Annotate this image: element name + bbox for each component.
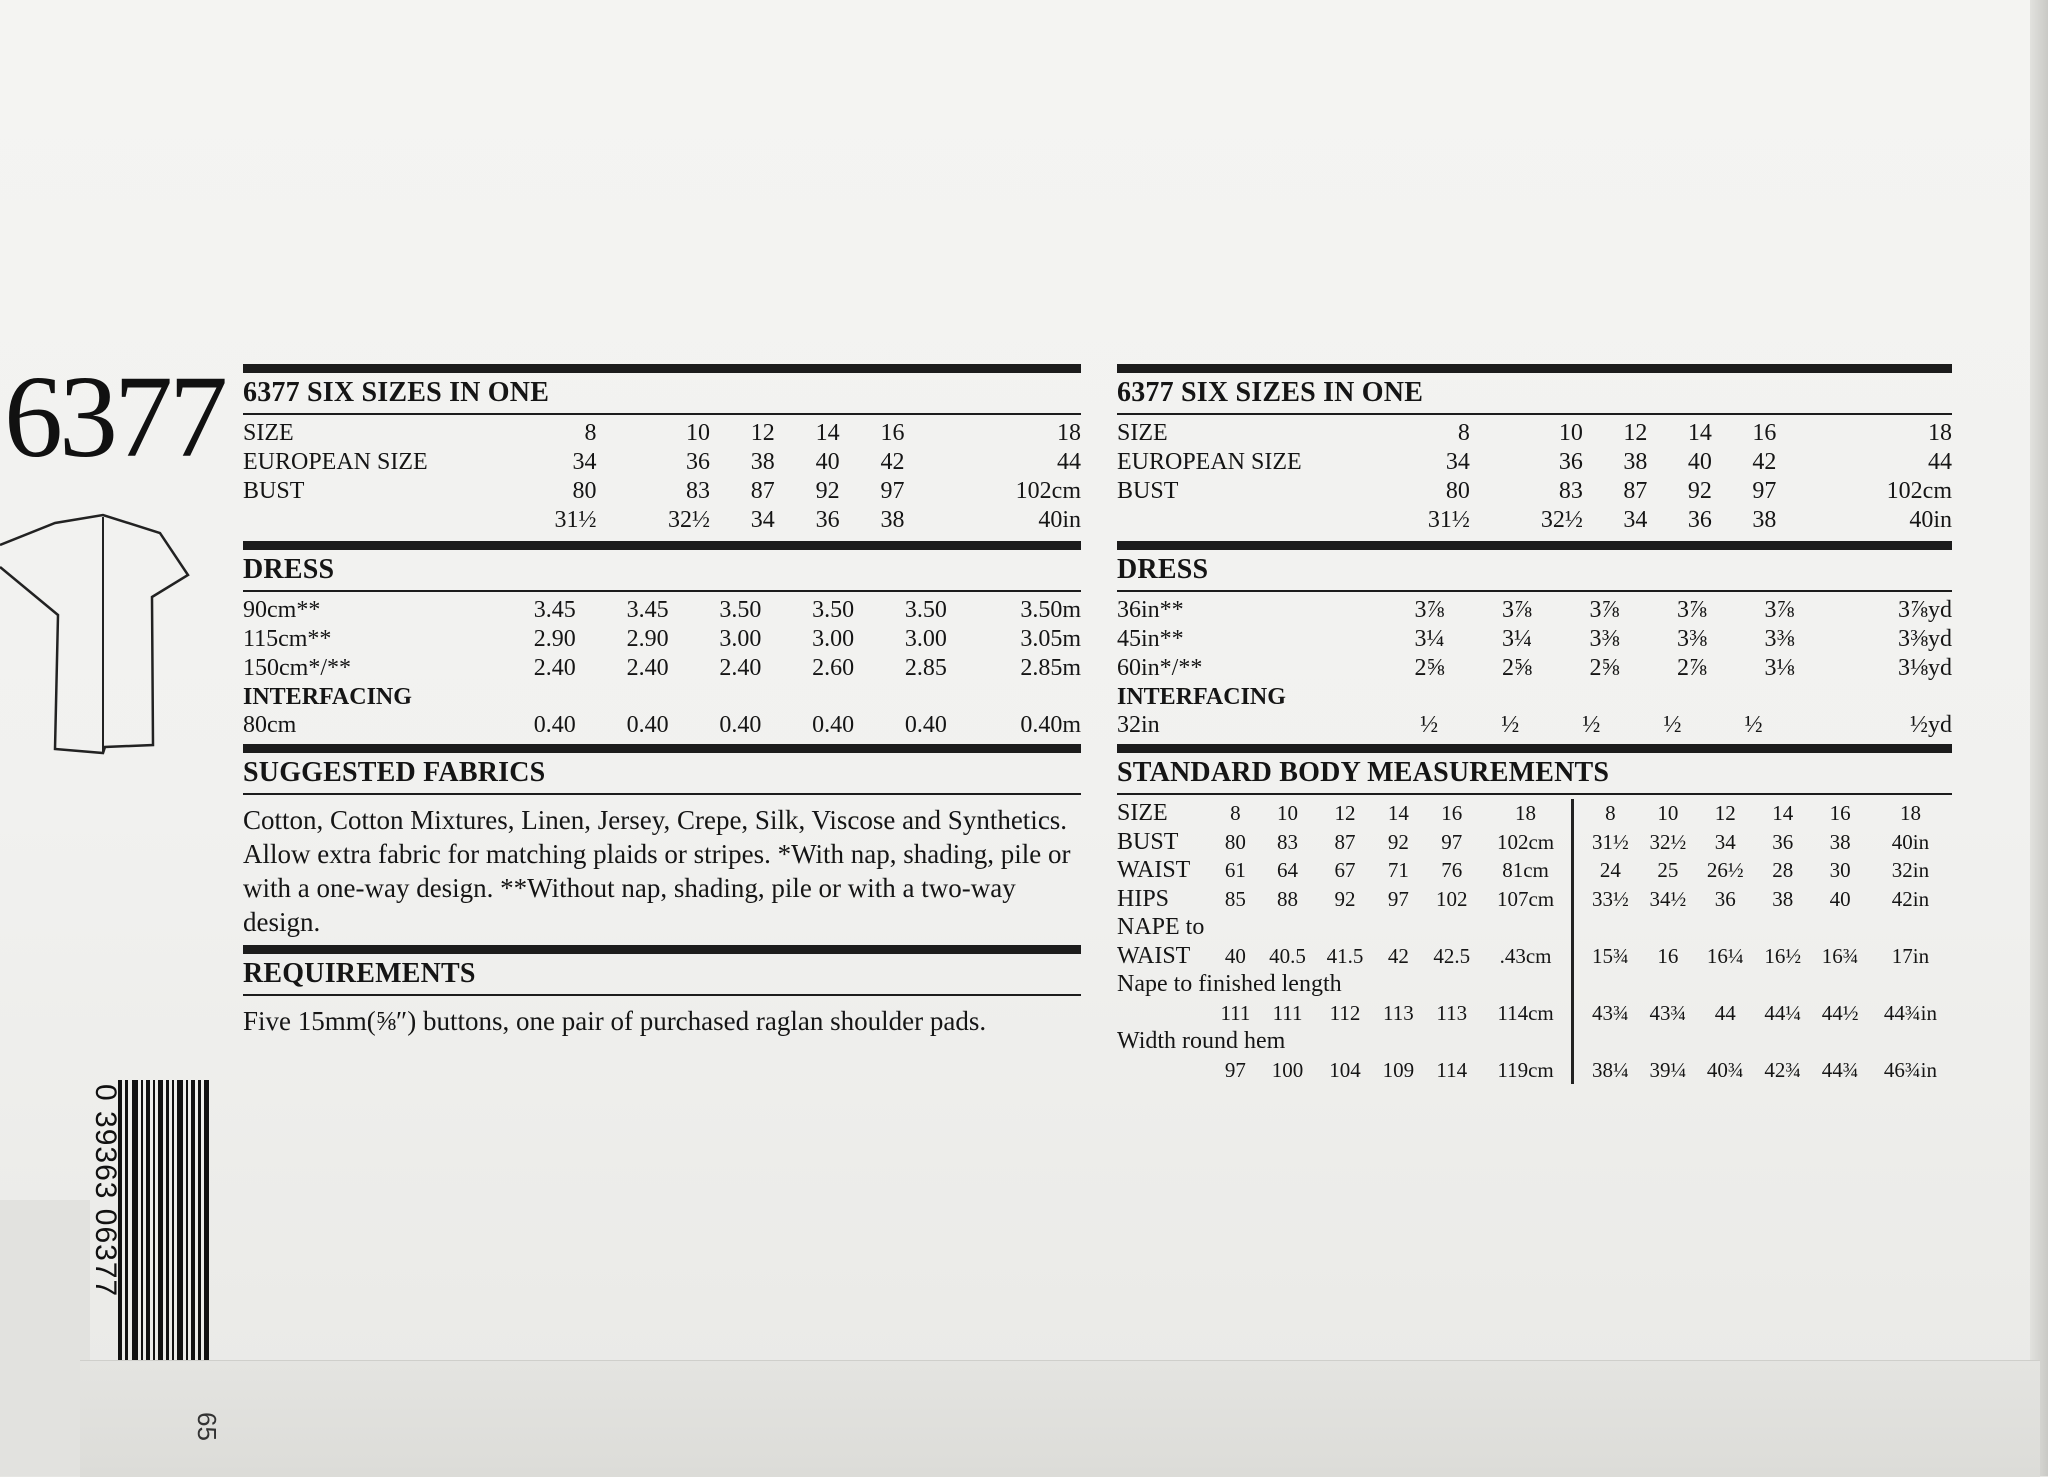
row-label: BUST [243, 478, 305, 504]
cm-cell: 40 [1224, 943, 1246, 968]
row-label: SIZE [1117, 420, 1168, 446]
table-cell: 0.40 [626, 712, 669, 738]
table-row [1117, 419, 1952, 448]
cm-cell: 111 [1272, 1000, 1303, 1025]
cm-cell: 104 [1329, 1057, 1361, 1082]
table-row [243, 448, 1081, 477]
column-divider [1572, 999, 1582, 1028]
cm-cell: 107cm [1496, 886, 1555, 911]
row-label: 60in*/** [1117, 655, 1203, 681]
table-row [243, 596, 1081, 625]
table-cell: 18 [1057, 420, 1081, 446]
inch-cell: 38 [1772, 886, 1794, 911]
table-cell: 36 [1558, 449, 1583, 475]
inch-cell: 32in [1891, 858, 1930, 882]
table-cell: 34 [1623, 507, 1648, 533]
imperial-panel [1117, 364, 1952, 1084]
cm-cell: 100 [1271, 1057, 1304, 1082]
inch-cell: 26½ [1706, 858, 1744, 882]
table-cell: 0.40 [812, 712, 855, 738]
cm-cell: 114cm [1497, 1000, 1554, 1025]
requirements-text: Five 15mm(⅝″) buttons, one pair of purchased raglan shoulder pads. [243, 1006, 987, 1036]
rule [243, 744, 1081, 753]
table-row [243, 477, 1081, 506]
inch-cell: 34½ [1649, 886, 1687, 911]
inch-cell: 44½ [1821, 1000, 1859, 1025]
table-cell: 2⅝ [1414, 655, 1445, 681]
envelope-flap-bottom [80, 1360, 2040, 1477]
table-cell: 38 [1752, 507, 1777, 533]
cm-cell: 111 [1220, 1000, 1251, 1025]
table-cell: 40in [1038, 507, 1081, 533]
row-label [1117, 1056, 1212, 1085]
measurement-subhead [1117, 970, 1952, 999]
inch-cell: 40¾ [1706, 1057, 1744, 1082]
cm-cell: 97 [1387, 886, 1409, 911]
table-cell: 80 [1445, 478, 1470, 504]
table-cell: 3⅞yd [1898, 597, 1952, 623]
measurement-row [1117, 942, 1952, 971]
table-cell: 3.45 [626, 597, 669, 623]
row-label: BUST [1117, 828, 1179, 855]
inch-cell: 39¼ [1649, 1057, 1687, 1082]
inch-cell: 36 [1714, 886, 1736, 911]
inch-cell: 40in [1891, 829, 1930, 854]
table-cell: 18 [1928, 420, 1952, 446]
envelope-edge [2030, 0, 2048, 1476]
table-cell: 3⅞ [1414, 597, 1445, 623]
table-cell: 2.40 [626, 655, 669, 681]
inch-cell: 38¼ [1591, 1057, 1629, 1082]
table-cell: 97 [880, 478, 905, 504]
measurement-subhead [1117, 1027, 1952, 1056]
cm-cell: 87 [1334, 829, 1356, 854]
cm-cell: 16 [1441, 801, 1463, 825]
table-cell: 32½ [667, 507, 710, 533]
inch-cell: 44 [1714, 1000, 1736, 1025]
row-label: 45in** [1117, 626, 1184, 652]
spacer [1582, 970, 1952, 999]
cm-cell: 119cm [1497, 1057, 1554, 1082]
cm-cell: 97 [1441, 829, 1463, 854]
body-measurements-table [1117, 799, 1952, 1084]
cm-cell: 42 [1387, 943, 1409, 968]
table-cell: 44 [1928, 449, 1952, 475]
table-cell: 40 [1687, 449, 1712, 475]
interfacing-table [1117, 711, 1952, 740]
table-row [243, 625, 1081, 654]
fabrics-title: SUGGESTED FABRICS [243, 757, 546, 788]
rule [243, 364, 1081, 373]
row-label: BUST [1117, 478, 1179, 504]
table-cell: 3¼ [1502, 626, 1532, 652]
table-cell: 8 [1457, 420, 1470, 446]
table-cell: 44 [1057, 449, 1081, 475]
rule [243, 541, 1081, 550]
table-cell: 16 [880, 420, 905, 446]
table-cell: 2.60 [812, 655, 855, 681]
table-cell: 36 [685, 449, 710, 475]
inch-cell: 16 [1829, 801, 1851, 825]
inch-cell: 10 [1657, 801, 1679, 825]
table-cell: 3⅜yd [1898, 626, 1952, 652]
panel-title: 6377 SIX SIZES IN ONE [243, 377, 550, 408]
measurement-row [1117, 1056, 1952, 1085]
cm-cell: 88 [1277, 886, 1299, 911]
inch-cell: 34 [1714, 829, 1736, 854]
measurement-row [1117, 856, 1952, 885]
table-cell: 2⅞ [1677, 655, 1707, 681]
table-row [243, 654, 1081, 683]
rule [1117, 744, 1952, 753]
table-cell: ½ [1420, 712, 1439, 738]
table-cell: 10 [1558, 420, 1583, 446]
rule [1117, 364, 1952, 373]
table-cell: 3.00 [904, 626, 947, 652]
table-cell: 83 [685, 478, 710, 504]
table-cell: 3⅜ [1589, 626, 1620, 652]
metric-panel [243, 364, 1081, 1044]
table-cell: 3.00 [812, 626, 855, 652]
table-row [1117, 596, 1952, 625]
column-divider [1572, 1056, 1582, 1085]
table-row [1117, 654, 1952, 683]
garment-back-sketch-icon [0, 505, 200, 760]
cm-cell: 76 [1441, 858, 1463, 882]
table-cell: 12 [750, 420, 775, 446]
cm-cell: 83 [1277, 829, 1299, 854]
column-divider [1572, 856, 1582, 885]
table-cell: 2⅝ [1502, 655, 1532, 681]
column-divider [1572, 1027, 1582, 1056]
table-cell: 3.50 [904, 597, 947, 623]
column-divider [1572, 885, 1582, 914]
cm-cell: 81cm [1502, 858, 1549, 882]
inch-cell: 16¾ [1821, 943, 1859, 968]
measurement-row [1117, 828, 1952, 857]
table-cell: 2.40 [719, 655, 762, 681]
dress-yardage-table [243, 596, 1081, 683]
table-cell: 0.40 [719, 712, 762, 738]
table-cell: 2.85 [904, 655, 947, 681]
interfacing-label: INTERFACING [1117, 684, 1286, 710]
table-cell: 102cm [1886, 478, 1952, 504]
table-cell: 3.05m [1020, 626, 1081, 652]
table-cell: 3⅞ [1764, 597, 1795, 623]
row-label: EUROPEAN SIZE [243, 449, 428, 475]
table-cell: 97 [1752, 478, 1777, 504]
table-cell: 87 [750, 478, 775, 504]
table-cell: 10 [685, 420, 710, 446]
inch-cell: 40 [1829, 886, 1851, 911]
dress-yardage-table [1117, 596, 1952, 683]
row-label: 80cm [243, 712, 297, 738]
table-cell: 42 [1752, 449, 1777, 475]
table-cell: 42 [880, 449, 905, 475]
inch-cell: 46¾in [1883, 1057, 1937, 1082]
cm-cell: 41.5 [1326, 943, 1364, 968]
table-cell: 3.50m [1020, 597, 1081, 623]
table-cell: 40in [1909, 507, 1952, 533]
table-cell: 92 [1687, 478, 1712, 504]
table-cell: ½ [1501, 712, 1520, 738]
row-label: HIPS [1117, 885, 1170, 912]
cm-cell: 42.5 [1433, 943, 1471, 968]
dress-title: DRESS [1117, 554, 1209, 585]
table-cell: 0.40 [904, 712, 947, 738]
table-cell: 31½ [554, 507, 597, 533]
table-cell: 16 [1752, 420, 1777, 446]
table-cell: 14 [815, 420, 840, 446]
cm-cell: 113 [1436, 1000, 1468, 1025]
table-cell: 87 [1623, 478, 1648, 504]
inch-cell: 38 [1829, 829, 1851, 854]
row-label: WAIST [1117, 857, 1191, 883]
row-label: 32in [1117, 712, 1160, 738]
envelope-flap-left [0, 1200, 90, 1476]
cm-cell: 114 [1436, 1057, 1468, 1082]
inch-cell: 8 [1605, 801, 1616, 825]
table-cell: 83 [1558, 478, 1583, 504]
table-cell: 3⅛ [1764, 655, 1795, 681]
row-label: NAPE to [1117, 914, 1205, 940]
inch-cell: 43¾ [1649, 1000, 1687, 1025]
rule [1117, 541, 1952, 550]
inch-cell: 25 [1657, 858, 1679, 882]
column-divider [1572, 970, 1582, 999]
corner-code: 65 [192, 1412, 222, 1441]
row-label: Nape to finished length [1117, 971, 1342, 997]
table-cell: ½ [1744, 712, 1763, 738]
row-label: 36in** [1117, 597, 1184, 623]
cm-cell: 92 [1387, 829, 1409, 854]
inch-cell: 16¼ [1706, 943, 1744, 968]
cm-cell: 64 [1277, 858, 1299, 882]
row-label: SIZE [1117, 800, 1168, 826]
table-cell: 34 [572, 449, 597, 475]
body-measurements-title: STANDARD BODY MEASUREMENTS [1117, 757, 1610, 788]
table-cell: 40 [815, 449, 840, 475]
column-divider [1572, 828, 1582, 857]
measurement-row [1117, 799, 1952, 828]
table-cell: 3⅞ [1502, 597, 1532, 623]
column-divider [1572, 913, 1582, 942]
table-cell: 34 [750, 507, 775, 533]
table-row [243, 711, 1081, 740]
inch-cell: 43¾ [1591, 1000, 1629, 1025]
table-cell: 38 [1623, 449, 1648, 475]
cm-cell: 85 [1224, 886, 1246, 911]
table-cell: 80 [572, 478, 597, 504]
cm-cell: 67 [1334, 858, 1356, 882]
row-label: EUROPEAN SIZE [1117, 449, 1302, 475]
table-cell: 38 [880, 507, 905, 533]
table-cell: 3.50 [812, 597, 855, 623]
cm-cell: .43cm [1499, 943, 1552, 968]
inch-cell: 14 [1772, 801, 1794, 825]
table-cell: ½ [1582, 712, 1601, 738]
rule [243, 945, 1081, 954]
cm-cell: 14 [1387, 801, 1409, 825]
inch-cell: 44¾in [1883, 1000, 1937, 1025]
table-cell: 92 [815, 478, 840, 504]
table-cell: 2.85m [1020, 655, 1081, 681]
table-cell: ½ [1663, 712, 1682, 738]
barcode-number: 0 39363 06377 [89, 1084, 122, 1298]
table-cell: 3.00 [719, 626, 762, 652]
table-row [243, 506, 1081, 535]
cm-cell: 113 [1382, 1000, 1414, 1025]
cm-cell: 102cm [1496, 829, 1555, 854]
inch-cell: 31½ [1591, 829, 1629, 854]
column-divider [1572, 799, 1582, 828]
row-label [1117, 506, 1357, 535]
cm-cell: 112 [1329, 1000, 1361, 1025]
row-label: 90cm** [243, 597, 321, 623]
table-cell: 2.90 [533, 626, 576, 652]
cm-cell: 97 [1224, 1057, 1246, 1082]
inch-cell: 12 [1714, 801, 1736, 825]
table-cell: 32½ [1540, 507, 1583, 533]
table-cell: ½yd [1910, 712, 1952, 738]
inch-cell: 44¾ [1821, 1057, 1859, 1082]
row-label: 115cm** [243, 626, 332, 652]
inch-cell: 33½ [1591, 886, 1629, 911]
cm-cell: 71 [1387, 858, 1409, 882]
row-label: SIZE [243, 420, 294, 446]
table-cell: 0.40m [1020, 712, 1081, 738]
table-cell: 3⅛yd [1898, 655, 1952, 681]
spacer [1582, 1027, 1952, 1056]
inch-cell: 15¾ [1591, 943, 1629, 968]
row-label [1117, 999, 1212, 1028]
table-row [243, 419, 1081, 448]
spacer [1582, 913, 1952, 942]
inch-cell: 44¼ [1764, 1000, 1802, 1025]
table-cell: 2.90 [626, 626, 669, 652]
inch-cell: 42in [1891, 886, 1930, 911]
table-row [1117, 625, 1952, 654]
cm-cell: 92 [1334, 886, 1356, 911]
table-cell: 0.40 [533, 712, 576, 738]
dress-title: DRESS [243, 554, 335, 585]
inch-cell: 16 [1657, 943, 1679, 968]
table-cell: 14 [1687, 420, 1712, 446]
size-table [1117, 419, 1952, 535]
table-cell: 36 [1687, 507, 1712, 533]
cm-cell: 61 [1224, 858, 1246, 882]
row-label: Width round hem [1117, 1028, 1286, 1054]
table-cell: 34 [1445, 449, 1470, 475]
table-cell: 3⅜ [1677, 626, 1707, 652]
table-cell: 36 [815, 507, 840, 533]
inch-cell: 24 [1599, 858, 1621, 882]
table-cell: 31½ [1427, 507, 1470, 533]
fabrics-text: Cotton, Cotton Mixtures, Linen, Jersey, Crepe, Silk, Viscose and Synthetics. Allow extra fabric for matching plaids or stripes. *With nap, shading, pile or with a one-way design. **Without nap, shading, pile or with a two-way design. [243, 805, 1071, 937]
table-row [1117, 711, 1952, 740]
inch-cell: 32½ [1649, 829, 1687, 854]
inch-cell: 16½ [1764, 943, 1802, 968]
requirements-title: REQUIREMENTS [243, 958, 476, 989]
inch-cell: 28 [1772, 858, 1794, 882]
table-row [1117, 506, 1952, 535]
measurement-row [1117, 885, 1952, 914]
cm-cell: 10 [1277, 801, 1299, 825]
cm-cell: 40.5 [1269, 943, 1306, 968]
pattern-number: 6377 [4, 351, 224, 482]
table-cell: 12 [1623, 420, 1648, 446]
table-cell: 3.50 [719, 597, 762, 623]
table-row [1117, 448, 1952, 477]
table-cell: 3¼ [1414, 626, 1445, 652]
row-label: 150cm*/** [243, 655, 351, 681]
cm-cell: 18 [1515, 801, 1537, 825]
inch-cell: 30 [1829, 858, 1851, 882]
table-cell: 3⅜ [1764, 626, 1795, 652]
table-cell: 2⅝ [1589, 655, 1620, 681]
cm-cell: 80 [1224, 829, 1246, 854]
cm-cell: 12 [1334, 801, 1356, 825]
measurement-row [1117, 999, 1952, 1028]
table-cell: 3⅞ [1677, 597, 1707, 623]
table-cell: 2.40 [533, 655, 576, 681]
cm-cell: 109 [1382, 1057, 1415, 1082]
table-cell: 3.45 [533, 597, 576, 623]
inch-cell: 17in [1891, 943, 1930, 968]
interfacing-label: INTERFACING [243, 684, 412, 710]
row-label: WAIST [1117, 942, 1191, 969]
table-cell: 102cm [1015, 478, 1081, 504]
table-cell: 3⅞ [1589, 597, 1620, 623]
size-table [243, 419, 1081, 535]
cm-cell: 8 [1230, 801, 1241, 825]
column-divider [1572, 942, 1582, 971]
table-cell: 38 [750, 449, 775, 475]
table-row [1117, 477, 1952, 506]
inch-cell: 36 [1772, 829, 1794, 854]
panel-title: 6377 SIX SIZES IN ONE [1117, 377, 1424, 408]
inch-cell: 18 [1899, 801, 1921, 825]
interfacing-table [243, 711, 1081, 740]
inch-cell: 42¾ [1764, 1057, 1802, 1082]
measurement-subhead [1117, 913, 1952, 942]
table-cell: 8 [584, 420, 597, 446]
cm-cell: 102 [1435, 886, 1468, 911]
row-label [243, 506, 483, 535]
